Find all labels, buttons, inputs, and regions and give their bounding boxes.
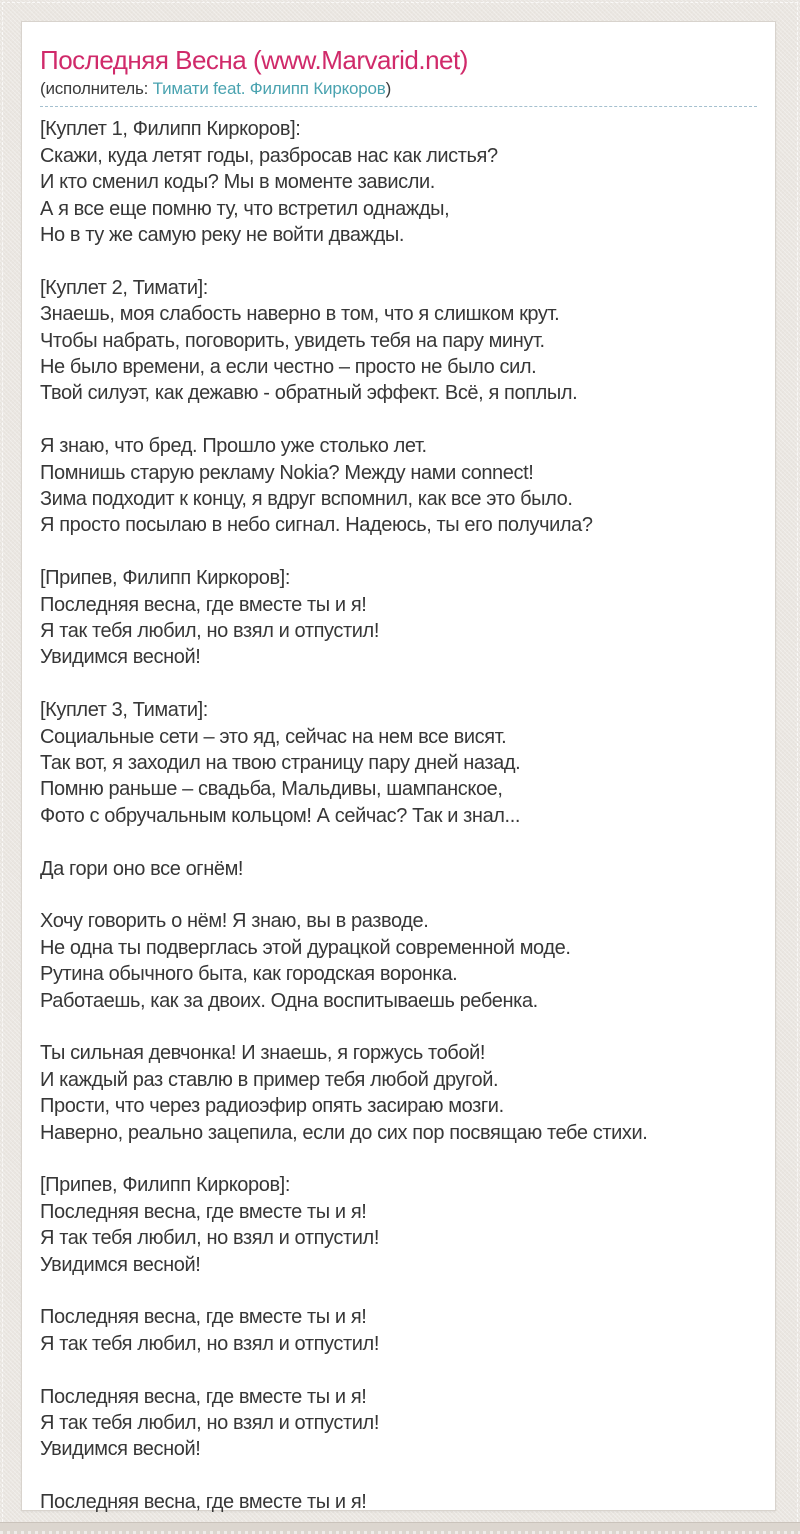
stanza (40, 433, 757, 539)
lyric-line: Прости, что через радиоэфир опять засираю мозги. (40, 1095, 504, 1118)
lyric-line: [Куплет 3, Тимати]: (40, 699, 208, 722)
lyric-line: Скажи, куда летят годы, разбросав нас как листья? (40, 144, 498, 167)
lyric-line: Я так тебя любил, но взял и отпустил! (40, 1227, 379, 1250)
lyric-line: Не было времени, а если честно – просто не было сил. (40, 355, 537, 378)
stanza (40, 856, 757, 882)
lyric-line: [Куплет 1, Филипп Киркоров]: (40, 118, 301, 141)
lyric-line: Наверно, реально зацепила, если до сих пор посвящаю тебе стихи. (40, 1121, 648, 1144)
lyric-line: Последняя весна, где вместе ты и я! (40, 1306, 367, 1329)
artist-link[interactable]: Тимати feat. Филипп Киркоров (152, 79, 386, 99)
lyric-line: Последняя весна, где вместе ты и я! (40, 1385, 367, 1408)
stanza (40, 1172, 757, 1278)
stanza (40, 275, 757, 407)
lyric-line: Да гори оно все огнём! (40, 857, 244, 880)
lyric-line: Я так тебя любил, но взял и отпустил! (40, 619, 379, 642)
lyric-line: Рутина обычного быта, как городская воронка. (40, 963, 458, 986)
stanza (40, 1384, 757, 1463)
lyric-line: И каждый раз ставлю в пример тебя любой другой. (40, 1068, 499, 1091)
lyric-line: Я просто посылаю в небо сигнал. Надеюсь, ты его получила? (40, 514, 593, 537)
lyric-line: И кто сменил коды? Мы в моменте зависли. (40, 171, 435, 194)
lyric-line: Но в ту же самую реку не войти дважды. (40, 223, 405, 246)
lyric-line: Фото с обручальным кольцом! А сейчас? Так и знал... (40, 804, 521, 827)
lyric-line: Увидимся весной! (40, 646, 201, 669)
lyric-line: Твой силуэт, как дежавю - обратный эффект. Всё, я поплыл. (40, 382, 578, 405)
lyric-line: Помню раньше – свадьба, Мальдивы, шампанское, (40, 778, 503, 801)
lyric-line: Хочу говорить о нём! Я знаю, вы в разводе. (40, 910, 429, 933)
lyric-line: Я так тебя любил, но взял и отпустил! (40, 1412, 379, 1435)
lyric-line: Знаешь, моя слабость наверно в том, что я слишком крут. (40, 303, 560, 326)
stanza (40, 1304, 757, 1357)
lyric-line: Чтобы набрать, поговорить, увидеть тебя на пару минут. (40, 329, 545, 352)
lyric-line: Я знаю, что бред. Прошло уже столько лет. (40, 435, 427, 458)
subtitle-prefix: (исполнитель: (40, 79, 153, 99)
lyric-line: Ты сильная девчонка! И знаешь, я горжусь тобой! (40, 1042, 485, 1065)
lyric-line: Последняя весна, где вместе ты и я! (40, 593, 367, 616)
stanza (40, 697, 757, 829)
lyric-line: Социальные сети – это яд, сейчас на нем все висят. (40, 725, 507, 748)
content-card (21, 21, 776, 1514)
subtitle (40, 79, 757, 99)
lyric-line: Увидимся весной! (40, 1438, 201, 1461)
footer-strip (0, 1522, 800, 1534)
lyrics (40, 107, 757, 1515)
lyric-line: А я все еще помню ту, что встретил однажды, (40, 197, 450, 220)
lyric-line: Зима подходит к концу, я вдруг вспомнил, как все это было. (40, 487, 573, 510)
stanza (40, 908, 757, 1014)
stanza (40, 116, 757, 248)
subtitle-suffix: ) (385, 79, 392, 99)
stanza (40, 1489, 757, 1515)
lyric-line: [Куплет 2, Тимати]: (40, 276, 208, 299)
lyric-line: Последняя весна, где вместе ты и я! (40, 1491, 367, 1514)
lyric-line: [Припев, Филипп Киркоров]: (40, 1174, 290, 1197)
page-title: Последняя Весна (www.Marvarid.net) (40, 45, 468, 75)
lyric-line: Последняя весна, где вместе ты и я! (40, 1200, 367, 1223)
stanza (40, 565, 757, 671)
lyric-line: Работаешь, как за двоих. Одна воспитываешь ребенка. (40, 989, 538, 1012)
lyric-line: Так вот, я заходил на твою страницу пару дней назад. (40, 751, 521, 774)
stanza (40, 1040, 757, 1146)
lyric-line: Не одна ты подверглась этой дурацкой современной моде. (40, 936, 571, 959)
lyric-line: [Припев, Филипп Киркоров]: (40, 567, 290, 590)
lyric-line: Я так тебя любил, но взял и отпустил! (40, 1332, 379, 1355)
lyric-line: Увидимся весной! (40, 1253, 201, 1276)
header (40, 22, 757, 107)
lyric-line: Помнишь старую рекламу Nokia? Между нами connect! (40, 461, 534, 484)
